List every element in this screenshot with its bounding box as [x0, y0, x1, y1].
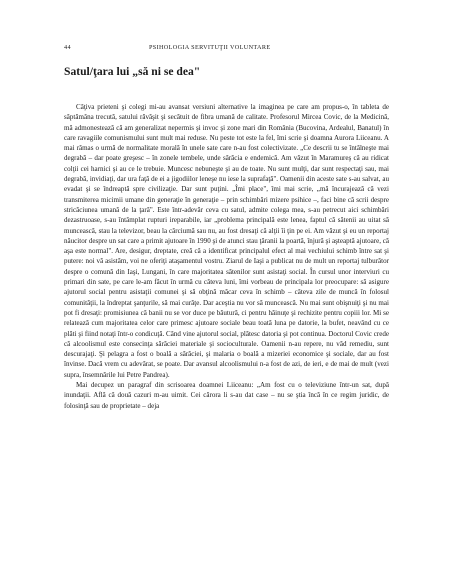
running-header-title: PSIHOLOGIA SERVITUŢII VOLUNTARE	[149, 44, 271, 51]
section-title: Satul/ţara lui „să ni se dea"	[64, 65, 201, 78]
paragraph: Câţiva prieteni şi colegi mi-au avansat versiuni alternative la imaginea pe care am propus-o, în tableta de săptămâna trecută, satului răvăşit şi secătuit de fibra umană de calitate. Profesorul Mircea Covic, de la Medicină, mă admonestează că am generalizat nepermis şi invoc şi zone mari din România (Bucovina, Ardealul, Banatul) în care ravagiile comunismului sunt mult mai reduse. Nu peste tot este la fel, îmi scrie şi doamna Aurora Liiceanu. A mai rămas o urmă de normalitate morală în unele sate care n-au fost colectivizate. „Ce descrii tu se întâlneşte mai degrabă – dar poate greşesc – în zonele tembele, unde sărăcia e endemică. Am văzut în Maramureş că au ridicat colţii cei harnici şi au ce le trebuie. Muncesc nebuneşte şi au de toate. Nu sunt mulţi, dar sunt respectaţi sau, mai degrabă, invidiaţi, dar ura faţă de ei a jigodiilor leneşe nu iese la suprafaţă". Oamenii din aceste sate s-au salvat, au evadat şi se îndreaptă spre civilizaţie. Dar sunt puţini. „Îmi place", îmi mai scrie, „mă încurajează că vezi transmiterea micimii umane din generaţie în generaţie – prin schimbări mizere psihice –, faci bine că scrii despre stricăciunea umană de la ţară". Este într-adevăr ceva cu satul, admite colega mea, s-au petrecut aici schimbări dezastruoase, s-au întâmplat rupturi ireparabile, iar „problema principală este lenea, faptul că sătenii au uitat să muncească, stau la televizor, beau la cârciumă sau nu, au fost dresaţi că alţii îi ţin pe ei. Am văzut şi eu un reportaj năucitor despre un sat care a primit ajutoare în 1990 şi de atunci stau ţăranii la poartă, înjură şi aşteaptă ajutoare, că aşa este normal". Are, desigur, dreptate, creă că a identificat principalul efect al mai vechiului schimb între sat şi putere: noi vă asistăm, voi ne oferiţi ataşamentul vostru. Ziarul de Iaşi a publicat nu de mult un reportaj tulburător despre o comună din Iaşi, Lungani, în care majoritatea sătenilor sunt asistaţi social. În cursul unor interviuri cu primari din sate, pe care le-am făcut în urmă cu câteva luni, îmi vorbeau de principala lor preocupare: să asigure ajutorul social pentru asistaţii comunei şi să obţină măcar ceva în schimb – câteva zile de muncă în folosul comunităţii, la îndreptat şanţurile, să mai curăţe. Dar aceştia nu vor să muncească. Nu mai sunt obişnuiţi şi nu mai pot fi dresaţi: promisiunea că banii nu se vor duce pe băutură, ci pentru hăinuţe şi rechizite pentru copiii lor. Mi se relatează cum majoritatea celor care primesc ajutoare sociale beau toată luna pe datorie, la bufet, neavând cu ce plăti şi fiind notaţi într-o condicuţă. Când vine ajutorul social, plătesc datoria şi pot continua. Doctorul Covic crede că alcoolismul este consecinţa sărăciei materiale şi socioculturale. Oamenii n-au repere, nu văd remediu, sunt descurajaţi. Şi pelagra a fost o boală a sărăciei, şi malaria o boală a mizeriei economice şi sociale, dar au fost învinse. Dacă vrem cu adevărat, se poate. Dar avansul alcoolismului n-a fost de azi, de ieri, e de mai de mult (vezi supra, însemnările lui Petre Pandrea).	[64, 103, 389, 379]
page-number: 44	[64, 44, 71, 51]
running-header	[64, 42, 389, 54]
paragraph: Mai decupez un paragraf din scrisoarea doamnei Liiceanu: „Am fost cu o televiziune într-un sat, după inundaţii. Află că două cazuri m-au uimit. Cei cărora li s-au dat case – nu se ştia încă în ce regim juridic, de folosinţă sau de proprietate – deja	[64, 381, 389, 410]
body-text	[64, 102, 389, 411]
